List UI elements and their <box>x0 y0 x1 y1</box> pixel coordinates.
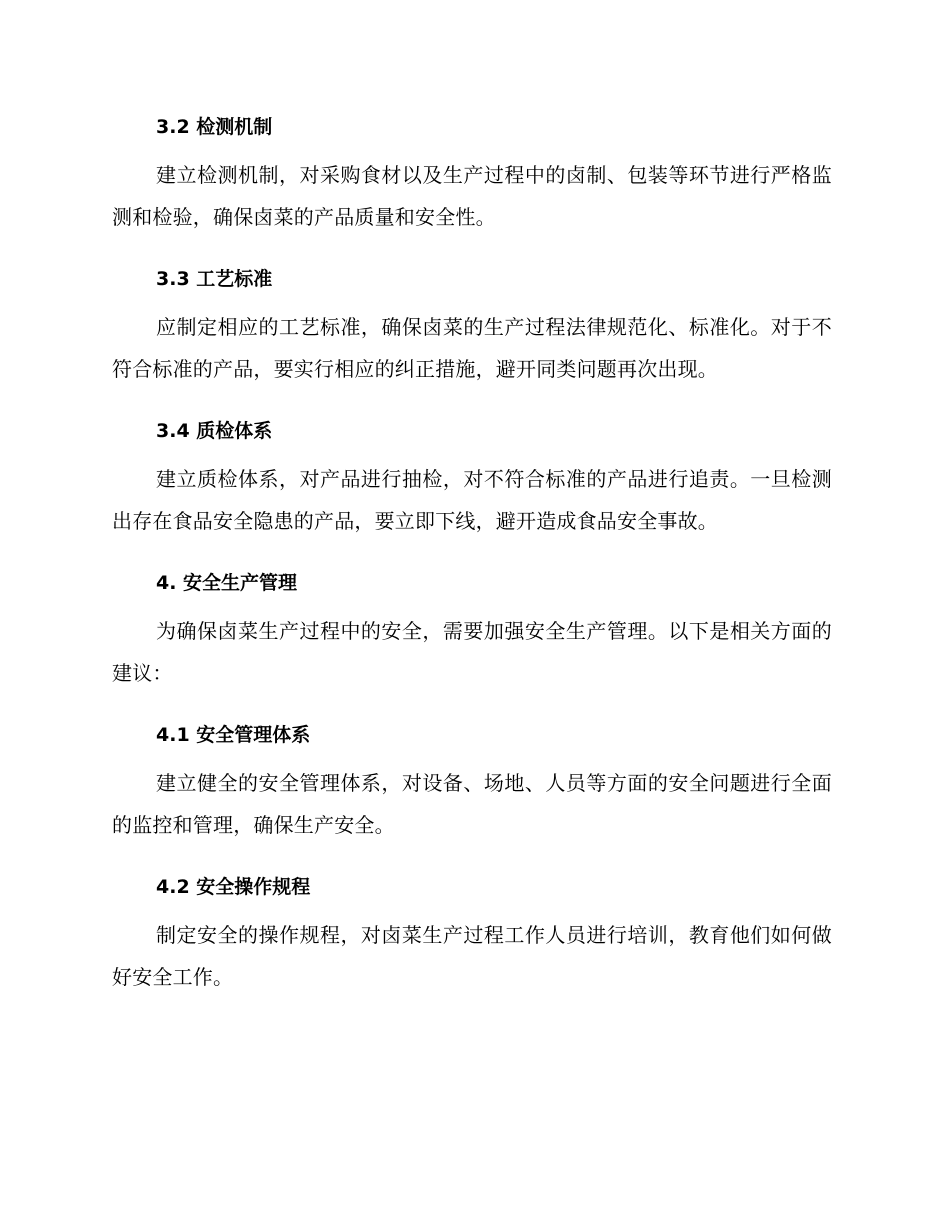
section-heading-4-2: 4.2 安全操作规程 <box>156 876 311 898</box>
section-heading-3-2: 3.2 检测机制 <box>156 116 273 138</box>
section-heading-4: 4. 安全生产管理 <box>156 572 298 594</box>
section-body-3-4: 建立质检体系，对产品进行抽检，对不符合标准的产品进行追责。一旦检测出存在食品安全隐患的产品，要立即下线，避开造成食品安全事故。 <box>112 467 832 533</box>
section-body-3-3: 应制定相应的工艺标准，确保卤菜的生产过程法律规范化、标准化。对于不符合标准的产品，要实行相应的纠正措施，避开同类问题再次出现。 <box>112 315 832 381</box>
section-body-4-2: 制定安全的操作规程，对卤菜生产过程工作人员进行培训，教育他们如何做好安全工作。 <box>112 923 832 989</box>
section-body-4-1: 建立健全的安全管理体系，对设备、场地、人员等方面的安全问题进行全面的监控和管理，确保生产安全。 <box>112 771 832 837</box>
section-body-3-2: 建立检测机制，对采购食材以及生产过程中的卤制、包装等环节进行严格监测和检验，确保卤菜的产品质量和安全性。 <box>112 163 832 229</box>
document-page <box>112 106 832 1018</box>
section-body-4: 为确保卤菜生产过程中的安全，需要加强安全生产管理。以下是相关方面的建议： <box>112 619 832 685</box>
section-heading-3-4: 3.4 质检体系 <box>156 420 273 442</box>
section-heading-3-3: 3.3 工艺标准 <box>156 268 273 290</box>
section-heading-4-1: 4.1 安全管理体系 <box>156 724 311 746</box>
